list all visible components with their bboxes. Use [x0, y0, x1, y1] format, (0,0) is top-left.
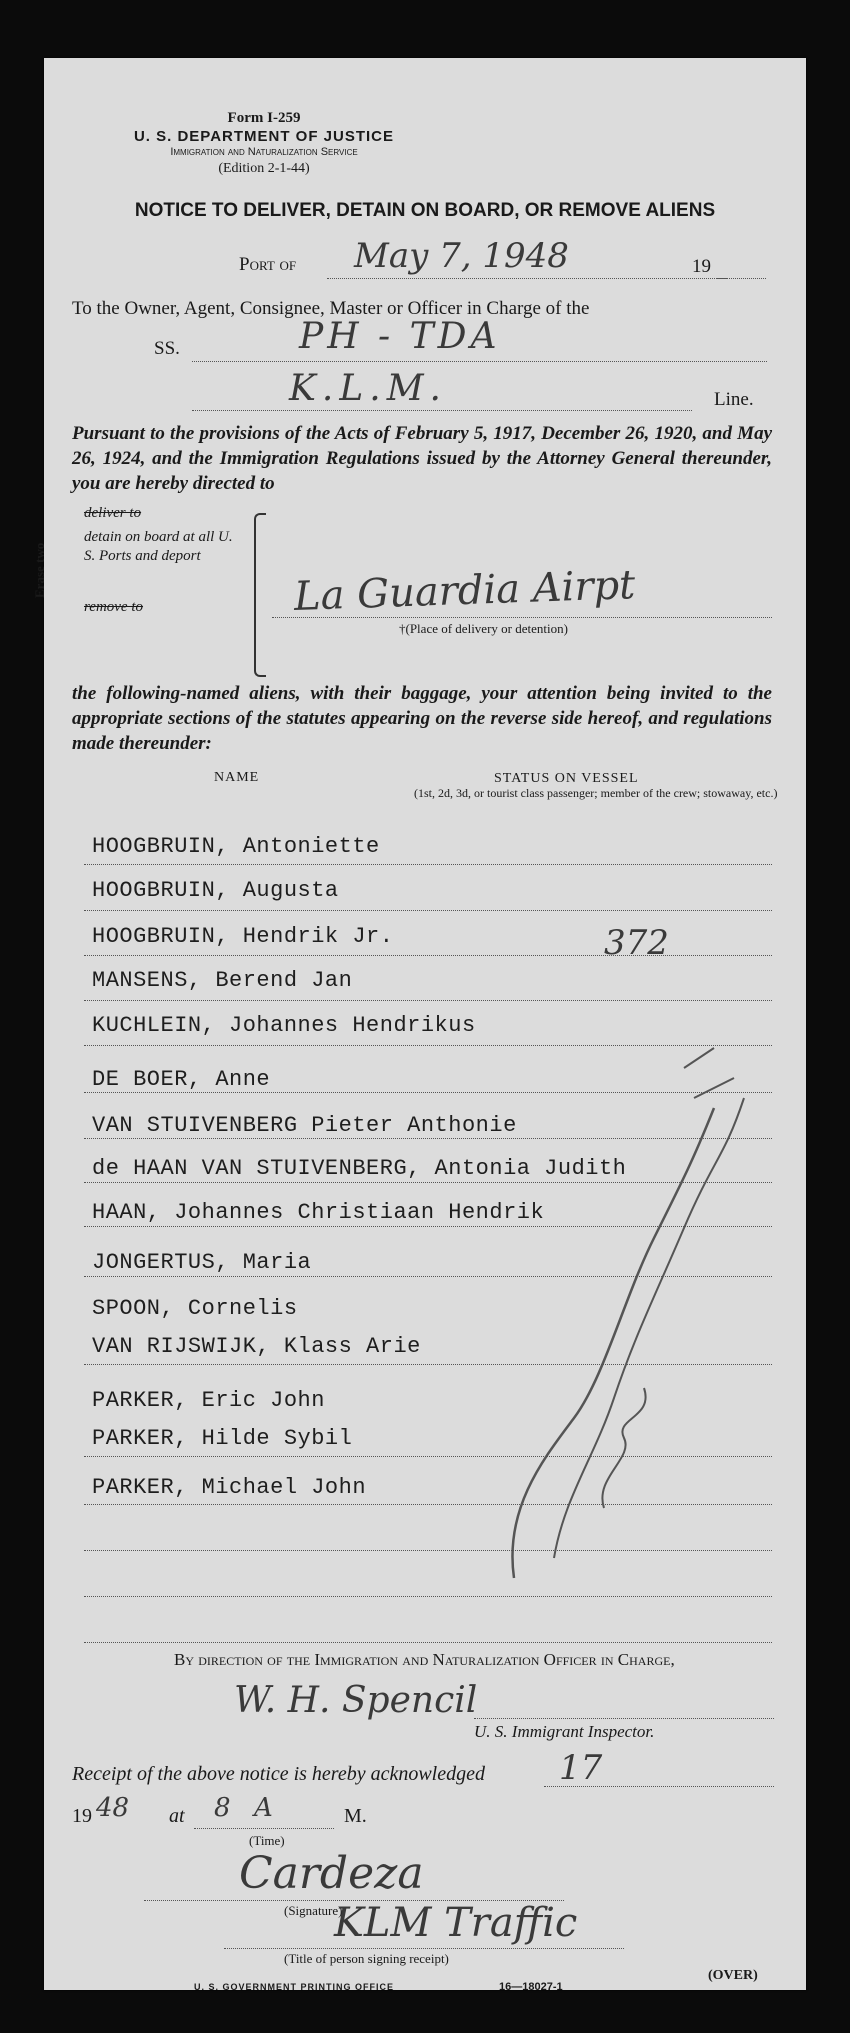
- line-label: Line.: [714, 389, 754, 410]
- signature-label: (Signature): [284, 1903, 343, 1918]
- alien-row: PARKER, Eric John: [92, 1388, 325, 1413]
- receipt-year-hand: 48: [96, 1793, 130, 1823]
- port-date: May 7, 1948: [354, 236, 569, 276]
- port-label: Port of: [239, 254, 297, 275]
- form-code-footer: 16—18027-1: [499, 1981, 563, 1993]
- option-remove: remove to: [84, 599, 144, 615]
- inspector-title: U. S. Immigrant Inspector.: [474, 1722, 655, 1741]
- place-caption: †(Place of delivery or detention): [399, 621, 568, 636]
- addressee-line: To the Owner, Agent, Consignee, Master or Officer in Charge of the: [72, 298, 590, 319]
- time-label: (Time): [249, 1833, 285, 1848]
- pursuant-paragraph: Pursuant to the provisions of the Acts of February 5, 1917, December 26, 1920, and May 26, 1924, and the Immigration Regulations issued by the Attorney General thereunder, you are hereby directed to: [72, 423, 772, 494]
- alien-row: VAN STUIVENBERG Pieter Anthonie: [92, 1113, 517, 1138]
- printer-footer: U. S. GOVERNMENT PRINTING OFFICE: [194, 1982, 395, 1992]
- alien-row: MANSENS, Berend Jan: [92, 968, 353, 993]
- receipt-at: at: [169, 1805, 185, 1827]
- alien-row: SPOON, Cornelis: [92, 1296, 298, 1321]
- handwritten-scribble: [484, 1038, 784, 1598]
- alien-row: JONGERTUS, Maria: [92, 1250, 312, 1275]
- alien-row: KUCHLEIN, Johannes Hendrikus: [92, 1013, 476, 1038]
- inspector-signature: W. H. Spencil: [234, 1680, 478, 1721]
- receipt-title-hand: KLM Traffic: [334, 1900, 578, 1946]
- status-column-header: STATUS ON VESSEL: [494, 771, 639, 786]
- edition: (Edition 2-1-44): [218, 161, 310, 176]
- receipt-signature: Cardeza: [239, 1848, 424, 1899]
- alien-row: HOOGBRUIN, Hendrik Jr.: [92, 924, 394, 949]
- department: U. S. DEPARTMENT OF JUSTICE: [133, 128, 395, 145]
- line-value: K.L.M.: [289, 368, 447, 409]
- receipt-time: 8: [214, 1793, 231, 1823]
- receipt-day: 17: [559, 1748, 603, 1788]
- ss-value: PH - TDA: [299, 316, 501, 357]
- alien-row: DE BOER, Anne: [92, 1067, 271, 1092]
- annotation-372: 372: [604, 923, 669, 963]
- ss-label: SS.: [154, 338, 180, 359]
- title-signing-label: (Title of person signing receipt): [284, 1951, 449, 1966]
- form-page: [32, 58, 806, 1993]
- option-detain: detain on board at all U. S. Ports and deport: [84, 529, 233, 564]
- alien-row: HOOGBRUIN, Antoniette: [92, 834, 380, 859]
- status-column-sub: (1st, 2d, 3d, or tourist class passenger; member of the crew; stowaway, etc.): [414, 786, 778, 800]
- port-year-label: 19: [692, 256, 711, 277]
- page-title: NOTICE TO DELIVER, DETAIN ON BOARD, OR REMOVE ALIENS: [134, 200, 716, 221]
- following-paragraph: the following-named aliens, with their baggage, your attention being invited to the appropriate sections of the statutes appearing on the reverse side hereof, and regulations made thereunder:: [72, 683, 772, 754]
- service: Immigration and Naturalization Service: [170, 146, 358, 158]
- alien-row: PARKER, Hilde Sybil: [92, 1426, 353, 1451]
- over-label: (OVER): [708, 1968, 758, 1983]
- alien-row: VAN RIJSWIJK, Klass Arie: [92, 1334, 421, 1359]
- receipt-m: M.: [344, 1805, 367, 1827]
- receipt-year-prefix: 19: [72, 1805, 92, 1827]
- name-column-header: NAME: [214, 770, 260, 785]
- alien-row: PARKER, Michael John: [92, 1475, 367, 1500]
- form-number: Form I-259: [227, 110, 301, 126]
- alien-row: HOOGBRUIN, Augusta: [92, 878, 339, 903]
- erase-two-label: Erase two: [32, 542, 47, 598]
- alien-row: de HAAN VAN STUIVENBERG, Antonia Judith: [92, 1156, 627, 1181]
- alien-row: HAAN, Johannes Christiaan Hendrik: [92, 1200, 545, 1225]
- option-deliver: deliver to: [84, 505, 142, 521]
- place-value: La Guardia Airpt: [293, 562, 636, 620]
- receipt-text: Receipt of the above notice is hereby acknowledged: [72, 1763, 485, 1785]
- receipt-ampm: A: [254, 1793, 273, 1823]
- direction-text: By direction of the Immigration and Naturalization Officer in Charge,: [174, 1650, 675, 1669]
